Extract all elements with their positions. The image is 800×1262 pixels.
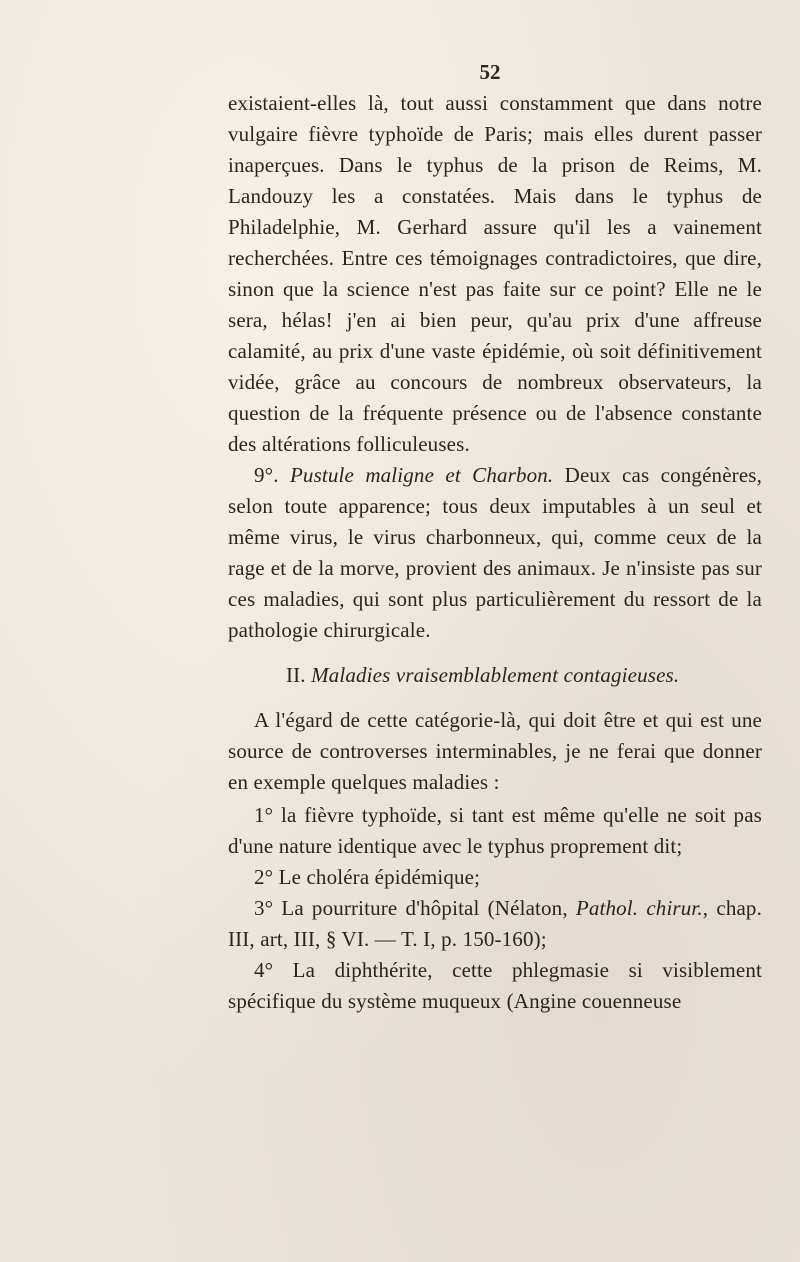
- list-item-fievre-typhoide: 1° la fièvre typhoïde, si tant est même qu'elle ne soit pas d'une nature identique avec le typhus proprement dit;: [228, 803, 762, 858]
- list-item-cholera: 2° Le choléra épidémique;: [254, 865, 481, 889]
- item-number: 9°.: [254, 463, 279, 487]
- item-title: Pustule maligne et Charbon.: [289, 463, 554, 487]
- page-number: 52: [479, 60, 501, 84]
- item-body: Deux cas congénères, selon toute apparence; tous deux imputables à un seul et même virus, le virus charbonneux, qui, comme ceux de la rage et de la morve, provient des animaux. Je n'insiste pas sur ces maladies, qui sont plus particulièrement du ressort de la pathologie chirurgicale.: [228, 463, 763, 642]
- list-item-diphtherite: 4° La diphthérite, cette phlegmasie si visiblement spécifique du système muqueux (Angine couenneuse: [228, 958, 762, 1013]
- paragraph-pustule-maligne: [228, 460, 762, 646]
- list-item-text-post: , chap. III, art, III, § VI. — T. I, p. 150-160);: [228, 896, 762, 951]
- section-heading: [228, 660, 762, 691]
- text-body: [228, 88, 762, 1017]
- list-item-italic-ref: Pathol. chirur.: [575, 896, 703, 920]
- list-item-pourriture-hopital: [228, 893, 762, 955]
- list-item-text-pre: 3° La pourriture d'hôpital (Nélaton,: [254, 896, 576, 920]
- section-title: Maladies vraisemblablement contagieuses.: [311, 663, 680, 687]
- section-numeral: II.: [286, 663, 306, 687]
- paragraph-typhus-observations: existaient-elles là, tout aussi constamment que dans notre vulgaire fièvre typhoïde de Paris; mais elles durent passer inaperçues. Dans le typhus de la prison de Reims, M. Landouzy les a constatées. Mais dans le typhus de Philadelphie, M. Gerhard assure qu'il les a vainement recherchées. Entre ces témoignages contradictoires, que dire, sinon que la science n'est pas faite sur ce point? Elle ne le sera, hélas! j'en ai bien peur, qu'au prix d'une affreuse calamité, au prix d'une vaste épidémie, où soit définitivement vidée, grâce au concours de nombreux observateurs, la question de la fréquente présence ou de l'absence constante des altérations folliculeuses.: [228, 91, 762, 456]
- paragraph-category-intro: A l'égard de cette catégorie-là, qui doit être et qui est une source de controverses interminables, je ne ferai que donner en exemple quelques maladies :: [228, 708, 762, 794]
